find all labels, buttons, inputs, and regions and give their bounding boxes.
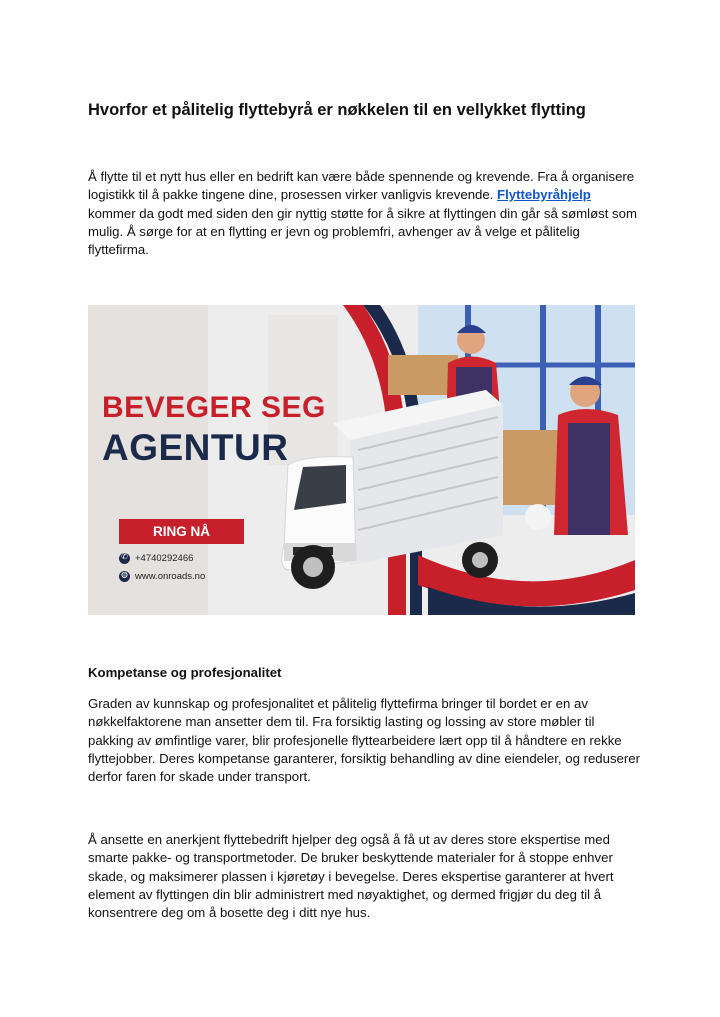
intro-paragraph xyxy=(88,168,640,259)
banner-website xyxy=(119,571,205,582)
intro-text-before-link: Å flytte til et nytt hus eller en bedrift kan være både spennende og krevende. Fra å organisere logistikk til å pakke tingene dine, prosessen virker vanligvis krevende. xyxy=(88,169,635,203)
paragraph-reputable-company: Å ansette en anerkjent flyttebedrift hjelper deg også å få ut av deres store ekspertise med smarte pakke- og transportmetoder. De bruker beskyttende materialer for å stoppe enhver skade, og maksimerer plassen i kjøretøy i bevegelse. Deres ekspertise garanterer at hvert element av flyttingen din blir administrert med nøyaktighet, og dermed frigjør du deg til å konsentrere deg om å bosette deg i ditt nye hus. xyxy=(88,832,614,921)
flyttebyrahjelp-link[interactable]: Flyttebyråhjelp xyxy=(497,187,591,203)
phone-icon: ✆ xyxy=(119,553,130,564)
section-heading: Kompetanse og profesjonalitet xyxy=(88,665,282,680)
globe-icon: ◍ xyxy=(119,571,130,582)
banner-phone xyxy=(119,553,193,564)
page-title: Hvorfor et pålitelig flyttebyrå er nøkkelen til en vellykket flytting xyxy=(88,101,586,119)
intro-text-after-link: kommer da godt med siden den gir nyttig støtte for å sikre at flyttingen din går så sømløst som mulig. Å sørge for at en flytting er jevn og problemfri, avhenger av å velge et pålitelig flyttefirma. xyxy=(88,205,637,258)
call-now-button: RING NÅ xyxy=(119,519,244,544)
banner-phone-number: +4740292466 xyxy=(135,553,194,564)
banner-website-url: www.onroads.no xyxy=(135,571,206,582)
paragraph-expertise: Graden av kunnskap og profesjonalitet et pålitelig flyttefirma bringer til bordet er en av nøkkelfaktorene man ansetter dem til. Fra forsiktig lasting og lossing av store møbler til pakking av ømfintlige varer, blir profesjonelle flyttearbeidere lært opp til å håndtere en rekke flyttejobber. Deres kompetanse garanterer, forsiktig behandling av dine eiendeler, og reduserer derfor faren for skade under transport. xyxy=(88,696,641,785)
banner-headline-1: BEVEGER SEG xyxy=(102,391,326,424)
banner-headline-2: AGENTUR xyxy=(102,427,289,468)
moving-agency-banner xyxy=(88,305,635,615)
